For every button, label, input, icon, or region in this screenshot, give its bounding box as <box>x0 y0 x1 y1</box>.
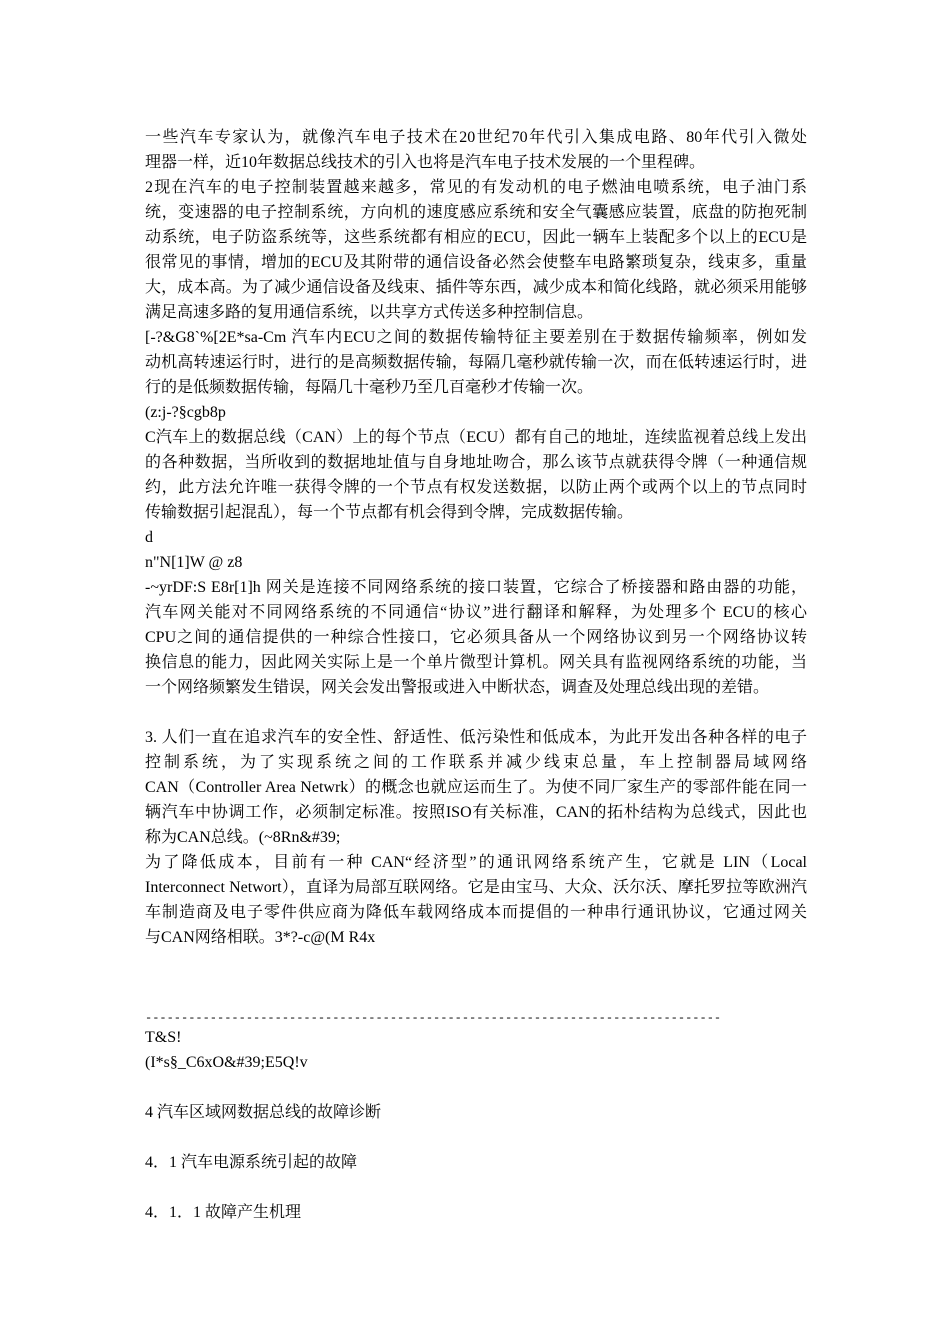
text-line: 汽车网关能对不同网络系统的不同通信“协议”进行翻译和解释，为处理多个 ECU的核心 <box>145 604 807 621</box>
text-line: CPU之间的通信提供的一种综合性接口，它必须具备从一个网络协议到另一个网络协议转 <box>145 629 807 646</box>
text-line: 2现在汽车的电子控制装置越来越多，常见的有发动机的电子燃油电喷系统，电子油门系 <box>145 179 807 196</box>
text-line: [-?&G8`%[2E*sa-Cm 汽车内ECU之间的数据传输特征主要差别在于数据传输频率，例如发 <box>145 329 807 346</box>
garbled-text <box>145 1050 807 1075</box>
text-line: n"N[1]W @ z8 <box>145 554 243 571</box>
paragraph-can-node <box>145 425 807 525</box>
heading-text: 4．1．1 故障产生机理 <box>145 1204 302 1221</box>
garbled-text <box>145 400 807 425</box>
text-line: CAN（Controller Area Netwrk）的概念也就应运而生了。为使不同厂家生产的零部件能在同一 <box>145 779 807 796</box>
paragraph-intro <box>145 125 807 175</box>
text-line: 换信息的能力，因此网关实际上是一个单片微型计算机。网关具有监视网络系统的功能，当 <box>145 654 807 671</box>
text-line: C汽车上的数据总线（CAN）上的每个节点（ECU）都有自己的地址，连续监视着总线上发出 <box>145 429 807 446</box>
text-line: 很常见的事情，增加的ECU及其附带的通信设备必然会使整车电路繁琐复杂，线束多，重量 <box>145 254 807 271</box>
text-line: 3. 人们一直在追求汽车的安全性、舒适性、低污染性和低成本，为此开发出各种各样的电子 <box>145 729 807 746</box>
heading-text: 4 汽车区域网数据总线的故障诊断 <box>145 1104 382 1121</box>
paragraph-gateway <box>145 575 807 700</box>
text-line: 车制造商及电子零件供应商为降低车载网络成本而提倡的一种串行通讯协议，它通过网关 <box>145 904 807 921</box>
text-line: 一个网络频繁发生错误，网关会发出警报或进入中断状态，调查及处理总线出现的差错。 <box>145 679 770 696</box>
text-line: 动机高转速运行时，进行的是高频数据传输，每隔几毫秒就传输一次，而在低转速运行时，进 <box>145 354 807 371</box>
text-line: -~yrDF:S E8r[1]h 网关是连接不同网络系统的接口装置，它综合了桥接器和路由器的功能， <box>145 579 807 596</box>
text-line: 约，此方法允许唯一获得令牌的一个节点有权发送数据，以防止两个或两个以上的节点同时 <box>145 479 807 496</box>
text-line: d <box>145 529 153 546</box>
text-line: 统，变速器的电子控制系统，方向机的速度感应系统和安全气囊感应装置，底盘的防抱死制 <box>145 204 807 221</box>
text-line: 为了降低成本，目前有一种 CAN“经济型”的通讯网络系统产生，它就是 LIN（Local <box>145 854 807 871</box>
heading-text: 4．1 汽车电源系统引起的故障 <box>145 1154 358 1171</box>
text-line: Interconnect Networt），直译为局部互联网络。它是由宝马、大众、沃尔沃、摩托罗拉等欧洲汽 <box>145 879 807 896</box>
text-line: 控制系统，为了实现系统之间的工作联系并减少线束总量，车上控制器局域网络 <box>145 754 807 771</box>
paragraph-transfer-frequency <box>145 325 807 400</box>
text-line: 称为CAN总线。(~8Rn&#39; <box>145 829 341 846</box>
section-heading <box>145 1100 807 1125</box>
text-line: (I*s§_C6xO&#39;E5Q!v <box>145 1054 308 1071</box>
paragraph-can-bus <box>145 725 807 850</box>
text-line: 传输数据引起混乱），每一个节点都有机会得到令牌，完成数据传输。 <box>145 504 634 521</box>
text-line: 大，成本高。为了减少通信设备及线束、插件等东西，减少成本和简化线路，就必须采用能够 <box>145 279 807 296</box>
text-line: (z:j-?§cgb8p <box>145 404 226 421</box>
text-line: 一些汽车专家认为，就像汽车电子技术在20世纪70年代引入集成电路、80年代引入微处 <box>145 129 807 146</box>
text-line: 理器一样，近10年数据总线技术的引入也将是汽车电子技术发展的一个里程碑。 <box>145 154 706 171</box>
text-line: 与CAN网络相联。3*?-c@(M R4x <box>145 929 376 946</box>
subsubsection-heading <box>145 1200 807 1225</box>
separator-line: -------------------------------------------------------------------------------- <box>145 1011 722 1025</box>
text-line: 的各种数据，当所收到的数据地址值与自身地址吻合，那么该节点就获得令牌（一种通信规 <box>145 454 807 471</box>
garbled-text <box>145 550 807 575</box>
paragraph-lin <box>145 850 807 950</box>
text-line: T&S! <box>145 1029 182 1046</box>
garbled-text <box>145 525 807 550</box>
subsection-heading <box>145 1150 807 1175</box>
text-line: 辆汽车中协调工作，必须制定标准。按照ISO有关标准，CAN的拓朴结构为总线式，因此也 <box>145 804 807 821</box>
text-line: 满足高速多路的复用通信系统，以共享方式传送多种控制信息。 <box>145 304 594 321</box>
text-line: 动系统，电子防盗系统等，这些系统都有相应的ECU，因此一辆车上装配多个以上的ECU是 <box>145 229 807 246</box>
text-line: 行的是低频数据传输，每隔几十毫秒乃至几百毫秒才传输一次。 <box>145 379 594 396</box>
paragraph-ecu-overview <box>145 175 807 325</box>
garbled-text <box>145 1025 807 1050</box>
